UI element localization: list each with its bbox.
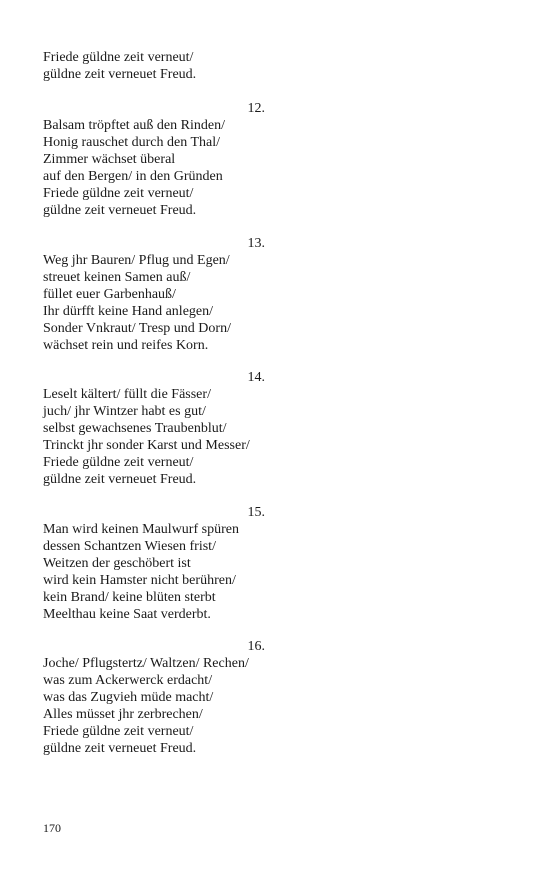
verse-line: auf den Bergen/ in den Gründen bbox=[43, 169, 223, 184]
verse-line: Friede güldne zeit verneut/ bbox=[43, 186, 194, 201]
verse-line: Trinckt jhr sonder Karst und Messer/ bbox=[43, 438, 250, 453]
verse-line: güldne zeit verneuet Freud. bbox=[43, 203, 197, 218]
verse-line: juch/ jhr Wintzer habt es gut/ bbox=[43, 404, 206, 419]
verse-line: Friede güldne zeit verneut/ bbox=[43, 455, 194, 470]
stanza-number: 12. bbox=[247, 101, 265, 116]
stanza-continuation bbox=[43, 49, 196, 83]
verse-line: dessen Schantzen Wiesen frist/ bbox=[43, 539, 216, 554]
verse-line: kein Brand/ keine blüten sterbt bbox=[43, 590, 216, 605]
stanza-15 bbox=[43, 504, 343, 623]
verse-line: streuet keinen Samen auß/ bbox=[43, 270, 191, 285]
verse-line: wächset rein und reifes Korn. bbox=[43, 338, 209, 353]
stanza-number: 14. bbox=[247, 370, 265, 385]
verse-line: Friede güldne zeit verneut/ bbox=[43, 724, 194, 739]
verse-line: Ihr dürfft keine Hand anlegen/ bbox=[43, 304, 214, 319]
verse-line: Zimmer wächset überal bbox=[43, 152, 176, 167]
verse-line: Friede güldne zeit verneut/ bbox=[43, 50, 194, 65]
verse-line: Meelthau keine Saat verderbt. bbox=[43, 607, 211, 622]
verse-line: wird kein Hamster nicht berühren/ bbox=[43, 573, 236, 588]
verse-line: Man wird keinen Maulwurf spüren bbox=[43, 522, 239, 537]
page-number: 170 bbox=[43, 821, 61, 835]
verse-line: Joche/ Pflugstertz/ Waltzen/ Rechen/ bbox=[43, 656, 249, 671]
verse-line: Weitzen der geschöbert ist bbox=[43, 556, 191, 571]
verse-line: selbst gewachsenes Traubenblut/ bbox=[43, 421, 227, 436]
stanza-number: 15. bbox=[247, 505, 265, 520]
verse-line: Balsam tröpftet auß den Rinden/ bbox=[43, 118, 225, 133]
verse-line: Sonder Vnkraut/ Tresp und Dorn/ bbox=[43, 321, 231, 336]
stanza-16 bbox=[43, 638, 343, 757]
verse-line: Honig rauschet durch den Thal/ bbox=[43, 135, 221, 150]
verse-line: güldne zeit verneuet Freud. bbox=[43, 472, 197, 487]
verse-line: Leselt kältert/ füllt die Fässer/ bbox=[43, 387, 211, 402]
verse-line: güldne zeit verneuet Freud. bbox=[43, 67, 197, 82]
stanza-number: 13. bbox=[247, 236, 265, 251]
stanza-12 bbox=[43, 100, 343, 219]
verse-line: Weg jhr Bauren/ Pflug und Egen/ bbox=[43, 253, 230, 268]
stanza-13 bbox=[43, 235, 343, 354]
verse-line: füllet euer Garbenhauß/ bbox=[43, 287, 176, 302]
stanza-number: 16. bbox=[247, 639, 265, 654]
verse-line: was das Zugvieh müde macht/ bbox=[43, 690, 214, 705]
verse-line: was zum Ackerwerck erdacht/ bbox=[43, 673, 213, 688]
verse-line: Alles müsset jhr zerbrechen/ bbox=[43, 707, 203, 722]
stanza-14 bbox=[43, 369, 343, 488]
verse-line: güldne zeit verneuet Freud. bbox=[43, 741, 197, 756]
